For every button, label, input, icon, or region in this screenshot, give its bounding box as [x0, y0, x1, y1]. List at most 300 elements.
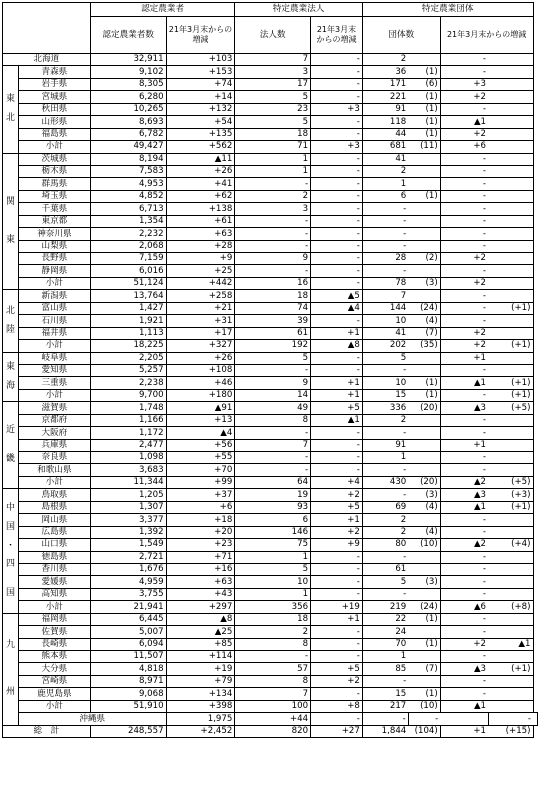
- corporation-count-cell: 1: [235, 588, 311, 600]
- certified-change-cell: +14: [166, 91, 235, 103]
- prefecture-cell: 栃木県: [18, 165, 90, 177]
- corporation-count-cell: 9: [235, 377, 311, 389]
- prefecture-cell: 三重県: [18, 377, 90, 389]
- group-count-paren-cell: (10): [408, 539, 440, 551]
- corporation-count-cell: 10: [235, 576, 311, 588]
- prefecture-cell: 広島県: [18, 526, 90, 538]
- group-count-cell: 1,844: [362, 725, 408, 737]
- group-count-cell: 10: [362, 315, 408, 327]
- certified-change-cell: +17: [166, 327, 235, 339]
- group-change-paren-cell: [488, 613, 533, 625]
- corporation-count-cell: 5: [235, 91, 311, 103]
- certified-count-cell: 1,392: [90, 526, 166, 538]
- group-change-paren-cell: (+1): [488, 302, 533, 314]
- corporation-count-cell: -: [235, 364, 311, 376]
- corporation-change-cell: +3: [311, 141, 363, 153]
- group-change-paren-cell: [488, 414, 533, 426]
- table-row: [3, 688, 538, 700]
- group-count-cell: 78: [362, 277, 408, 289]
- certified-count-cell: 3,755: [90, 588, 166, 600]
- group-count-paren-cell: (104): [408, 725, 440, 737]
- group-change-cell: -: [440, 190, 488, 202]
- group-change-paren-cell: [488, 178, 533, 190]
- prefecture-cell: 徳島県: [18, 551, 90, 563]
- corporation-change-cell: -: [311, 588, 363, 600]
- corporation-change-cell: -: [311, 352, 363, 364]
- group-count-paren-cell: (1): [408, 190, 440, 202]
- col-header-group-count: 団体数: [362, 17, 440, 54]
- group-change-cell: -: [440, 315, 488, 327]
- corporation-count-cell: 18: [235, 290, 311, 302]
- group-count-paren-cell: [440, 713, 488, 725]
- prefecture-cell: 鹿児島県: [18, 688, 90, 700]
- corporation-count-cell: 5: [235, 352, 311, 364]
- certified-change-cell: +258: [166, 290, 235, 302]
- group-change-cell: -: [440, 551, 488, 563]
- corporation-count-cell: 57: [235, 663, 311, 675]
- group-change-cell: -: [440, 215, 488, 227]
- table-row: [3, 228, 538, 240]
- certified-change-cell: +442: [166, 277, 235, 289]
- group-count-cell: -: [362, 464, 408, 476]
- table-row: [3, 514, 538, 526]
- group-count-cell: 1: [362, 452, 408, 464]
- certified-count-cell: 248,557: [90, 725, 166, 737]
- certified-change-cell: ▲25: [166, 626, 235, 638]
- group-change-cell: +1: [440, 725, 488, 737]
- group-change-paren-cell: (+8): [488, 601, 533, 613]
- prefecture-cell: 小計: [18, 476, 90, 488]
- corporation-count-cell: 49: [235, 402, 311, 414]
- certified-count-cell: 6,782: [90, 128, 166, 140]
- group-count-paren-cell: [408, 626, 440, 638]
- corporation-change-cell: +1: [311, 514, 363, 526]
- corporation-change-cell: +27: [311, 725, 363, 737]
- corporation-change-cell: +2: [311, 489, 363, 501]
- certified-count-cell: 1,748: [90, 402, 166, 414]
- prefecture-cell: 福井県: [18, 327, 90, 339]
- certified-change-cell: +62: [166, 190, 235, 202]
- certified-count-cell: 5,257: [90, 364, 166, 376]
- group-count-cell: 85: [362, 663, 408, 675]
- group-count-paren-cell: (1): [408, 389, 440, 401]
- group-count-paren-cell: (1): [408, 638, 440, 650]
- group-count-cell: 221: [362, 91, 408, 103]
- group-change-cell: -: [440, 364, 488, 376]
- table-row: [3, 464, 538, 476]
- col-header-group-change: 21年3月末からの増減: [440, 17, 533, 54]
- table-row: [3, 128, 538, 140]
- group-change-cell: +2: [440, 277, 488, 289]
- group-count-paren-cell: (1): [408, 128, 440, 140]
- certified-change-cell: +46: [166, 377, 235, 389]
- certified-change-cell: +99: [166, 476, 235, 488]
- group-count-paren-cell: (3): [408, 576, 440, 588]
- corporation-count-cell: 93: [235, 501, 311, 513]
- group-change-paren-cell: [488, 103, 533, 115]
- corporation-count-cell: 7: [235, 688, 311, 700]
- group-header-certified-farmers: 認定農業者: [90, 3, 235, 17]
- group-change-paren-cell: [488, 228, 533, 240]
- certified-count-cell: 2,232: [90, 228, 166, 240]
- corporation-change-cell: -: [311, 638, 363, 650]
- corporation-change-cell: ▲8: [311, 340, 363, 352]
- group-count-paren-cell: [408, 439, 440, 451]
- corporation-count-cell: 1: [235, 551, 311, 563]
- group-change-paren-cell: [488, 215, 533, 227]
- group-change-cell: ▲2: [440, 539, 488, 551]
- group-count-cell: 2: [362, 526, 408, 538]
- group-count-cell: -: [362, 364, 408, 376]
- certified-change-cell: +43: [166, 588, 235, 600]
- group-change-cell: ▲1: [440, 700, 488, 712]
- farmers-statistics-table: [2, 2, 538, 738]
- group-count-cell: -: [362, 228, 408, 240]
- group-count-paren-cell: (1): [408, 66, 440, 78]
- certified-count-cell: 4,818: [90, 663, 166, 675]
- corporation-count-cell: 39: [235, 315, 311, 327]
- group-count-paren-cell: (6): [408, 78, 440, 90]
- subtotal-row: [3, 601, 538, 613]
- corporation-change-cell: -: [311, 78, 363, 90]
- corporation-count-cell: 8: [235, 414, 311, 426]
- group-change-paren-cell: (+1): [488, 663, 533, 675]
- corporation-count-cell: 7: [235, 54, 311, 66]
- certified-change-cell: +18: [166, 514, 235, 526]
- group-change-cell: +2: [440, 327, 488, 339]
- group-count-cell: 24: [362, 626, 408, 638]
- certified-count-cell: 7,583: [90, 165, 166, 177]
- table-row: [3, 265, 538, 277]
- certified-count-cell: 8,194: [90, 153, 166, 165]
- corporation-count-cell: 74: [235, 302, 311, 314]
- group-change-cell: -: [440, 452, 488, 464]
- group-count-cell: 171: [362, 78, 408, 90]
- certified-count-cell: 1,427: [90, 302, 166, 314]
- certified-count-cell: 21,941: [90, 601, 166, 613]
- corporation-count-cell: 3: [235, 203, 311, 215]
- certified-count-cell: 6,713: [90, 203, 166, 215]
- group-count-paren-cell: [408, 54, 440, 66]
- group-count-cell: 681: [362, 141, 408, 153]
- table-row: [3, 501, 538, 513]
- certified-change-cell: ▲91: [166, 402, 235, 414]
- certified-count-cell: 4,852: [90, 190, 166, 202]
- group-change-paren-cell: (+15): [488, 725, 533, 737]
- table-row: [3, 377, 538, 389]
- certified-count-cell: 8,693: [90, 116, 166, 128]
- corporation-count-cell: 71: [235, 141, 311, 153]
- region-label: 関 東: [3, 153, 19, 290]
- prefecture-cell: 大阪府: [18, 427, 90, 439]
- group-count-cell: 430: [362, 476, 408, 488]
- prefecture-cell: 小計: [18, 277, 90, 289]
- group-count-paren-cell: [408, 364, 440, 376]
- group-count-paren-cell: (20): [408, 476, 440, 488]
- corporation-count-cell: 100: [235, 700, 311, 712]
- table-row: [3, 91, 538, 103]
- table-row: [3, 116, 538, 128]
- corporation-count-cell: -: [311, 713, 363, 725]
- group-change-cell: -: [440, 66, 488, 78]
- group-count-cell: 36: [362, 66, 408, 78]
- group-count-cell: -: [362, 427, 408, 439]
- certified-change-cell: +327: [166, 340, 235, 352]
- table-row: [3, 66, 538, 78]
- group-change-paren-cell: [488, 427, 533, 439]
- certified-count-cell: 2,205: [90, 352, 166, 364]
- group-change-cell: -: [440, 464, 488, 476]
- group-count-cell: 41: [362, 327, 408, 339]
- group-change-paren-cell: [488, 688, 533, 700]
- table-row: [3, 402, 538, 414]
- table-row: [3, 315, 538, 327]
- corporation-count-cell: 75: [235, 539, 311, 551]
- corporation-count-cell: 1: [235, 165, 311, 177]
- table-row: [3, 240, 538, 252]
- prefecture-cell: 鳥取県: [18, 489, 90, 501]
- table-row: [3, 713, 538, 725]
- table-row: [3, 78, 538, 90]
- certified-count-cell: 1,549: [90, 539, 166, 551]
- region-prefecture-cell: 沖縄県: [18, 713, 166, 725]
- certified-count-cell: 1,166: [90, 414, 166, 426]
- group-count-cell: -: [362, 489, 408, 501]
- corporation-change-cell: -: [311, 651, 363, 663]
- certified-change-cell: +2,452: [166, 725, 235, 737]
- prefecture-cell: 岐阜県: [18, 352, 90, 364]
- group-count-paren-cell: [408, 464, 440, 476]
- group-count-paren-cell: (3): [408, 489, 440, 501]
- group-change-paren-cell: (+4): [488, 539, 533, 551]
- subtotal-row: [3, 389, 538, 401]
- certified-count-cell: 1,098: [90, 452, 166, 464]
- certified-change-cell: +41: [166, 178, 235, 190]
- group-change-cell: -: [440, 414, 488, 426]
- corporation-count-cell: -: [235, 178, 311, 190]
- corporation-count-cell: 61: [235, 327, 311, 339]
- prefecture-cell: 山形県: [18, 116, 90, 128]
- group-count-cell: -: [408, 713, 440, 725]
- corporation-count-cell: 7: [235, 439, 311, 451]
- subtotal-row: [3, 277, 538, 289]
- group-change-cell: +2: [440, 638, 488, 650]
- region-label: 九 州: [3, 613, 19, 725]
- certified-change-cell: +153: [166, 66, 235, 78]
- group-count-paren-cell: [408, 427, 440, 439]
- table-row: [3, 290, 538, 302]
- group-change-cell: -: [440, 563, 488, 575]
- group-count-cell: 15: [362, 688, 408, 700]
- corporation-change-cell: -: [311, 190, 363, 202]
- group-change-cell: +1: [440, 439, 488, 451]
- certified-count-cell: 8,971: [90, 675, 166, 687]
- group-change-cell: +1: [440, 352, 488, 364]
- corporation-count-cell: 1: [235, 153, 311, 165]
- group-change-cell: ▲6: [440, 601, 488, 613]
- certified-change-cell: +562: [166, 141, 235, 153]
- group-count-cell: 336: [362, 402, 408, 414]
- col-header-corporation-count: 法人数: [235, 17, 311, 54]
- group-count-cell: 217: [362, 700, 408, 712]
- group-count-cell: 91: [362, 439, 408, 451]
- prefecture-cell: 静岡県: [18, 265, 90, 277]
- certified-change-cell: +61: [166, 215, 235, 227]
- group-count-paren-cell: [408, 452, 440, 464]
- certified-count-cell: 4,953: [90, 178, 166, 190]
- corporation-count-cell: 23: [235, 103, 311, 115]
- certified-count-cell: 51,910: [90, 700, 166, 712]
- certified-count-cell: 2,721: [90, 551, 166, 563]
- table-row: [3, 352, 538, 364]
- certified-change-cell: +28: [166, 240, 235, 252]
- certified-count-cell: 4,959: [90, 576, 166, 588]
- certified-change-cell: +37: [166, 489, 235, 501]
- group-change-paren-cell: [488, 203, 533, 215]
- corporation-count-cell: 17: [235, 78, 311, 90]
- prefecture-cell: 愛知県: [18, 364, 90, 376]
- certified-change-cell: ▲4: [166, 427, 235, 439]
- corporation-count-cell: 18: [235, 128, 311, 140]
- corporation-change-cell: -: [311, 551, 363, 563]
- certified-count-cell: 5,007: [90, 626, 166, 638]
- certified-change-cell: +56: [166, 439, 235, 451]
- certified-change-cell: +63: [166, 576, 235, 588]
- certified-change-cell: +23: [166, 539, 235, 551]
- corporation-change-cell: -: [311, 153, 363, 165]
- group-count-paren-cell: (1): [408, 377, 440, 389]
- group-count-cell: 1: [362, 651, 408, 663]
- prefecture-cell: 奈良県: [18, 452, 90, 464]
- group-count-cell: 2: [362, 165, 408, 177]
- group-change-paren-cell: [488, 141, 533, 153]
- group-change-paren-cell: [488, 700, 533, 712]
- group-change-paren-cell: [488, 439, 533, 451]
- corporation-count-cell: -: [235, 651, 311, 663]
- group-count-paren-cell: (10): [408, 700, 440, 712]
- group-change-paren-cell: [488, 315, 533, 327]
- group-change-cell: +2: [440, 91, 488, 103]
- group-change-cell: -: [440, 626, 488, 638]
- group-count-paren-cell: [408, 651, 440, 663]
- corporation-change-cell: ▲5: [311, 290, 363, 302]
- corporation-change-cell: -: [311, 215, 363, 227]
- corporation-change-cell: -: [311, 464, 363, 476]
- region-label: 北 陸: [3, 290, 19, 352]
- prefecture-cell: 熊本県: [18, 651, 90, 663]
- corporation-change-cell: -: [311, 128, 363, 140]
- group-change-paren-cell: [488, 364, 533, 376]
- group-change-paren-cell: [488, 588, 533, 600]
- prefecture-cell: 石川県: [18, 315, 90, 327]
- certified-count-cell: 1,921: [90, 315, 166, 327]
- group-change-cell: -: [440, 203, 488, 215]
- corporation-change-cell: -: [311, 576, 363, 588]
- corporation-count-cell: 18: [235, 613, 311, 625]
- group-change-paren-cell: [488, 352, 533, 364]
- table-row: [3, 414, 538, 426]
- group-count-cell: 6: [362, 190, 408, 202]
- prefecture-cell: 高知県: [18, 588, 90, 600]
- certified-change-cell: +21: [166, 302, 235, 314]
- corporation-count-cell: 19: [235, 489, 311, 501]
- group-count-paren-cell: [408, 240, 440, 252]
- certified-change-cell: +114: [166, 651, 235, 663]
- group-count-paren-cell: [408, 203, 440, 215]
- corporation-count-cell: 16: [235, 277, 311, 289]
- corporation-change-cell: +1: [311, 377, 363, 389]
- corporation-count-cell: 9: [235, 253, 311, 265]
- prefecture-cell: 小計: [18, 141, 90, 153]
- corporation-count-cell: -: [235, 427, 311, 439]
- corporation-change-cell: -: [311, 265, 363, 277]
- table-row: [3, 452, 538, 464]
- corporation-count-cell: 14: [235, 389, 311, 401]
- group-change-cell: -: [440, 153, 488, 165]
- certified-count-cell: 11,507: [90, 651, 166, 663]
- group-change-cell: -: [440, 688, 488, 700]
- table-row: [3, 539, 538, 551]
- corporation-count-cell: 64: [235, 476, 311, 488]
- group-change-cell: ▲2: [440, 476, 488, 488]
- group-count-cell: -: [362, 588, 408, 600]
- certified-change-cell: +19: [166, 663, 235, 675]
- group-count-paren-cell: [408, 290, 440, 302]
- group-change-cell: ▲3: [440, 489, 488, 501]
- corporation-count-cell: 2: [235, 190, 311, 202]
- certified-count-cell: 2,068: [90, 240, 166, 252]
- certified-count-cell: 1,975: [166, 713, 235, 725]
- certified-count-cell: 8,305: [90, 78, 166, 90]
- group-change-paren-cell: [488, 253, 533, 265]
- group-change-cell: +2: [440, 340, 488, 352]
- group-count-cell: 118: [362, 116, 408, 128]
- prefecture-cell: 小計: [18, 389, 90, 401]
- corporation-change-cell: -: [311, 452, 363, 464]
- statistics-table-container: [2, 2, 538, 738]
- table-row: [3, 302, 538, 314]
- corporation-count-cell: 8: [235, 675, 311, 687]
- prefecture-cell: 富山県: [18, 302, 90, 314]
- certified-count-cell: 13,764: [90, 290, 166, 302]
- table-row: [3, 215, 538, 227]
- group-change-cell: -: [488, 713, 533, 725]
- group-count-paren-cell: (1): [408, 688, 440, 700]
- table-row: [3, 651, 538, 663]
- group-count-cell: 91: [362, 103, 408, 115]
- group-count-paren-cell: [408, 165, 440, 177]
- group-change-paren-cell: [488, 290, 533, 302]
- corporation-change-cell: -: [311, 66, 363, 78]
- certified-change-cell: +138: [166, 203, 235, 215]
- prefecture-cell: 宮城県: [18, 91, 90, 103]
- group-count-paren-cell: (1): [408, 116, 440, 128]
- corporation-count-cell: 3: [235, 66, 311, 78]
- region-prefecture-cell: 北海道: [3, 54, 91, 66]
- group-change-paren-cell: [488, 66, 533, 78]
- certified-count-cell: 1,205: [90, 489, 166, 501]
- prefecture-cell: 京都府: [18, 414, 90, 426]
- prefecture-cell: 岩手県: [18, 78, 90, 90]
- certified-change-cell: +63: [166, 228, 235, 240]
- group-count-cell: 70: [362, 638, 408, 650]
- corporation-change-cell: -: [311, 277, 363, 289]
- table-row: [3, 439, 538, 451]
- group-change-paren-cell: (+5): [488, 402, 533, 414]
- corporation-change-cell: +4: [311, 476, 363, 488]
- certified-count-cell: 1,113: [90, 327, 166, 339]
- certified-change-cell: +54: [166, 116, 235, 128]
